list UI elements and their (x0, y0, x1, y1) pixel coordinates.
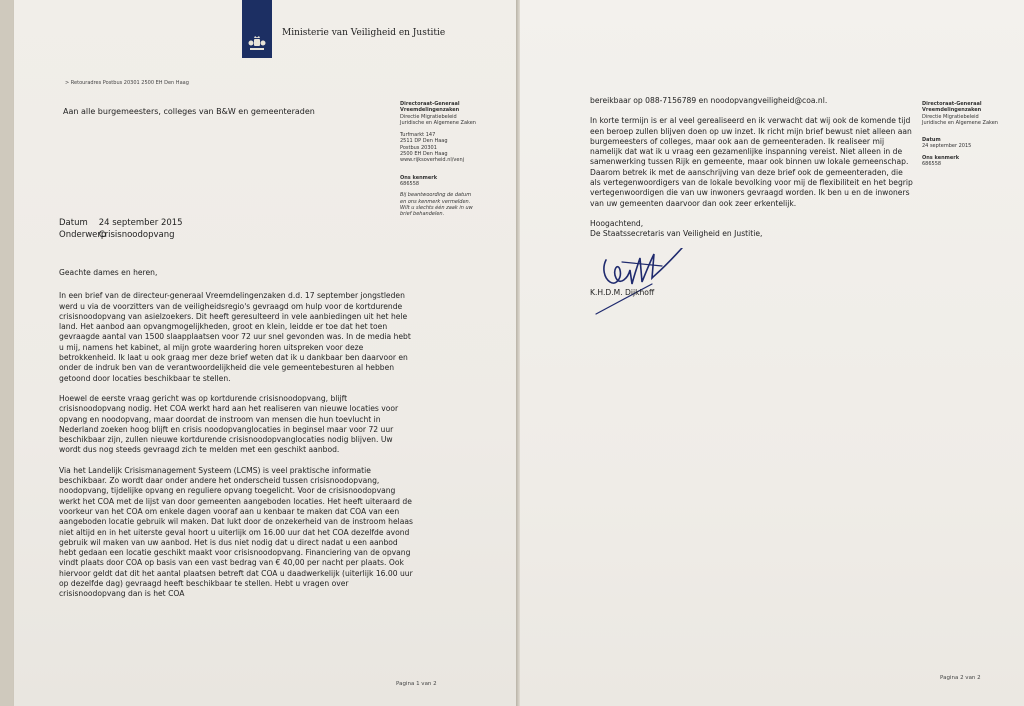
sender-dept: Directie Migratiebeleid (922, 113, 979, 120)
sender-website: www.rijksoverheid.nl/venj (400, 157, 465, 164)
reply-note: en ons kenmerk vermelden. (400, 198, 471, 205)
handwritten-signature (592, 248, 702, 318)
sender-address-line: Turfmarkt 147 (400, 132, 436, 139)
body-paragraph: Via het Landelijk Crisismanagement Systeem (LCMS) is veel praktische informatie beschikbaar. Zo wordt daar onder andere het onderscheid tussen crisisnoodopvang, noodopvang, tijdelijke opvang en reguliere opvang toegelicht. Voor de crisisnoodopvang werkt het COA met de lijst van door gemeenten aangeboden locaties. Het heeft uiteraard de voorkeur van het COA om enkele dagen vooraf aan u kenbaar te maken dat COA van een aangeboden locatie gebruik wil maken. Dat lukt door de onzekerheid van de instroom helaas niet altijd en in het uiterste geval hoort u uiterlijk om 16.00 uur dat het COA dezelfde avond gebruik wil maken van uw aanbod. Het is dus niet nodig dat u direct nadat u een aanbod hebt gedaan een locatie geschikt maakt voor crisisnoodopvang. Financiering van de opvang vindt plaats door COA op basis van een vast bedrag van € 40,00 per nacht per plaats. Ook hiervoor geldt dat dit het aantal plaatsen betreft dat COA u daadwerkelijk (uiterlijk 16.00 uur op dezelfde dag) gevraagd heeft beschikbaar te stellen. Hebt u vragen over crisisnoodopvang dan is het COA (59, 465, 413, 599)
date-label: Datum (59, 218, 88, 228)
letter-subject: Crisisnoodopvang (98, 230, 175, 240)
signatory-title: De Staatssecretaris van Veiligheid en Justitie, (590, 229, 763, 239)
letter-page-1 (14, 0, 516, 706)
subject-label: Onderwerp (59, 230, 107, 240)
date-label: Datum (922, 137, 941, 144)
sender-dept-2: Juridische en Algemene Zaken (400, 119, 476, 126)
reply-note: Bij beantwoording de datum (400, 192, 472, 199)
reference-label: Ons kenmerk (400, 174, 438, 181)
royal-coat-of-arms-icon (247, 36, 267, 52)
letter-body (590, 96, 915, 250)
sender-address-line: 2500 EH Den Haag (400, 151, 448, 158)
letter-meta (59, 218, 183, 240)
letter-date: 24 september 2015 (98, 218, 183, 228)
salutation: Geachte dames en heren, (59, 268, 158, 277)
letter-page-2 (520, 0, 1024, 706)
ministry-name: Ministerie van Veiligheid en Justitie (282, 28, 446, 38)
sender-dept-2: Juridische en Algemene Zaken (922, 119, 998, 126)
sender-sidebar (922, 101, 1022, 167)
page-number: Pagina 2 van 2 (940, 675, 981, 681)
sender-org: Directoraat-Generaal Vreemdelingenzaken (922, 101, 982, 114)
sender-address-line: Postbus 20301 (400, 144, 437, 151)
ministry-logo (242, 0, 272, 58)
closing: Hoogachtend, (590, 218, 644, 228)
body-paragraph: Hoewel de eerste vraag gericht was op kortdurende crisisnoodopvang, blijft crisisnoodopvang nodig. Het COA werkt hard aan het realiseren van nieuwe locaties voor opvang en noodopvang, maar doordat de instroom van mensen die hun toevlucht in Nederland zoeken hoog blijft en crisis noodopvanglocaties in beginsel maar voor 72 uur beschikbaar zijn, zullen nieuwe kortdurende crisisnoodopvanglocaties nodig blijven. Uw wordt dus nog steeds gevraagd zich te melden met een geschikt aanbod. (59, 393, 399, 455)
sender-org: Directoraat-Generaal Vreemdelingenzaken (400, 101, 460, 114)
reference-number: 686558 (400, 180, 420, 187)
sender-address-line: 2511 DP Den Haag (400, 138, 448, 145)
reply-note: Wilt u slechts één zaak in uw (400, 204, 473, 211)
addressee: Aan alle burgemeesters, colleges van B&W en gemeenteraden (63, 107, 315, 116)
letter-body (59, 268, 414, 610)
return-address: > Retouradres Postbus 20301 2500 EH Den Haag (65, 80, 189, 86)
reference-label: Ons kenmerk (922, 154, 960, 161)
contact-line: bereikbaar op 088-7156789 en noodopvangveiligheid@coa.nl. (590, 96, 828, 105)
body-paragraph: In korte termijn is er al veel gerealiseerd en ik verwacht dat wij ook de komende tijd een beroep zullen blijven doen op uw inzet. Ik richt mijn brief bewust niet alleen aan burgemeesters of colleges, maar ook aan de gemeenteraden. Ik realiseer mij namelijk dat wat ik u vraag een gezamenlijke inspanning vereist. Niet alleen in de samenwerking tussen Rijk en gemeente, maar ook binnen uw lokale gemeenschap. Daarom betrek ik met de aanschrijving van deze brief ook de gemeenteraden, die als vertegenwoordigers van de lokale bevolking voor mij de flexibiliteit en het begrip vertegenwoordigen die van uw inwoners gevraagd worden. Ik ben u en de inwoners van uw gemeenten daarvoor dan ook zeer erkentelijk. (590, 116, 913, 208)
reference-number: 686558 (922, 161, 942, 168)
letter-date: 24 september 2015 (922, 143, 972, 150)
body-paragraph: In een brief van de directeur-generaal Vreemdelingenzaken d.d. 17 september jongstleden werd u via de voorzitters van de veiligheidsregio's gevraagd om hulp voor de kortdurende crisisnoodopvang van asielzoekers. Dit heeft geresulteerd in vele aanbiedingen uit het hele land. Het aanbod aan opvangmogelijkheden, groot en klein, leidde er toe dat het toen gevraagde aantal van 1500 slaapplaatsen voor 72 uur snel gevonden was. In de media hebt u mij, namens het kabinet, al mijn grote waardering horen uitspreken voor deze betrokkenheid. Ik laat u ook graag mer deze brief weten dat ik u dankbaar ben daarvoor en onder de indruk ben van de verantwoordelijkheid die vele gemeentebesturen al hebben getoond door locaties beschikbaar te stellen. (59, 291, 411, 383)
sender-dept: Directie Migratiebeleid (400, 113, 457, 120)
page-number: Pagina 1 van 2 (396, 681, 437, 687)
signatory-name: K.H.D.M. Dijkhoff (590, 288, 655, 297)
sender-sidebar (400, 101, 512, 217)
reply-note: brief behandelen. (400, 211, 445, 218)
